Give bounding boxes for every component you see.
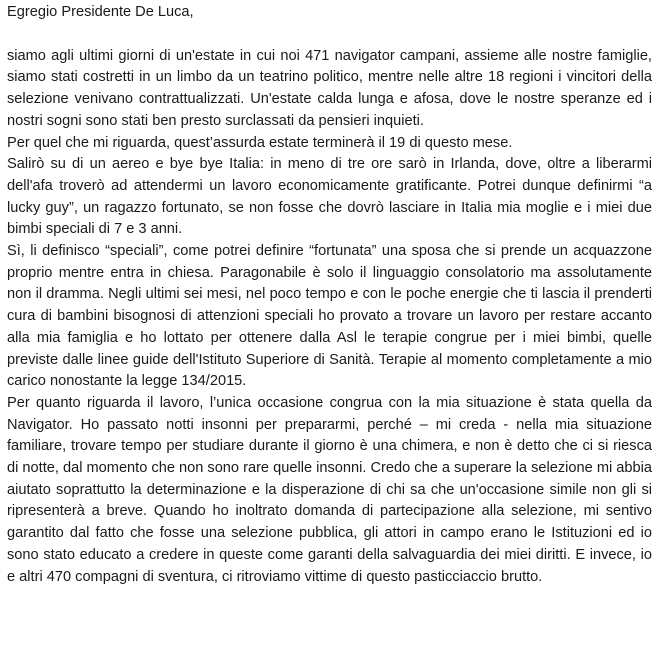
paragraph-summer-end: Per quel che mi riguarda, quest’assurda estate terminerà il 19 di questo mese. (7, 134, 513, 151)
paragraph-navigator-selection: Per quanto riguarda il lavoro, l’unica occasione congrua con la mia situazione è stata quella da Navigator. Ho passato notti insonni per prepararmi, perché – mi creda - nella mia situazione familiare, trovare tempo per studiare durante il giorno è una chimera, e non è detto che ci si riesca di notte, dal momento che non sono rare quelle insonni. Credo che a superare la selezione mi abbia aiutato soprattutto la determinazione e la disperazione di chi sa che un'occasione simile non gli si ripresenterà a breve. Quando ho inoltrato domanda di partecipazione alla selezione, mi sentivo garantito dal fatto che fosse una selezione pubblica, gli attori in campo erano le Istituzioni ed io sono stato educato a credere in queste come garanti della salvaguardia dei miei diritti. E invece, io e altri 470 compagni di sventura, ci ritroviamo vittime di questo pasticciaccio brutto. (7, 394, 652, 585)
paragraph-ireland: Salirò su di un aereo e bye bye Italia: in meno di tre ore sarò in Irlanda, dove, oltre a liberarmi dell'afa troverò ad attendermi un lavoro economicamente gratificante. Potrei dunque definirmi “a lucky guy”, un ragazzo fortunato, se non fosse che dovrò lasciare in Italia mia moglie e i miei due bimbi speciali di 7 e 3 anni. (7, 156, 652, 238)
letter-body (7, 2, 652, 588)
paragraph-special-children: Sì, li definisco “speciali”, come potrei definire “fortunata” una sposa che si prende un acquazzone proprio mentre entra in chiesa. Paragonabile è solo il linguaggio consolatorio ma assolutamente non il dramma. Negli ultimi sei mesi, nel poco tempo e con le poche energie che ti lascia il prenderti cura di bambini bisognosi di attenzioni speciali ho provato a trovare un lavoro per restare accanto alla mia famiglia e ho lottato per ottenere dalla Asl le terapie congrue per i miei bimbi, quelle previste dalle linee guide dell'Istituto Superiore di Sanità. Terapie al momento completamente a mio carico nonostante la legge 134/2015. (7, 243, 652, 390)
letter-salutation: Egregio Presidente De Luca, (7, 4, 194, 20)
paragraph-summer-limbo: siamo agli ultimi giorni di un'estate in cui noi 471 navigator campani, assieme alle nostre famiglie, siamo stati costretti in un limbo da un teatrino politico, mentre nelle altre 18 regioni i vincitori della selezione venivano contrattualizzati. Un'estate calda lunga e afosa, dove le nostre speranze ed i nostri sogni sono stati ben presto surclassati da pensieri inquieti. (7, 47, 652, 129)
